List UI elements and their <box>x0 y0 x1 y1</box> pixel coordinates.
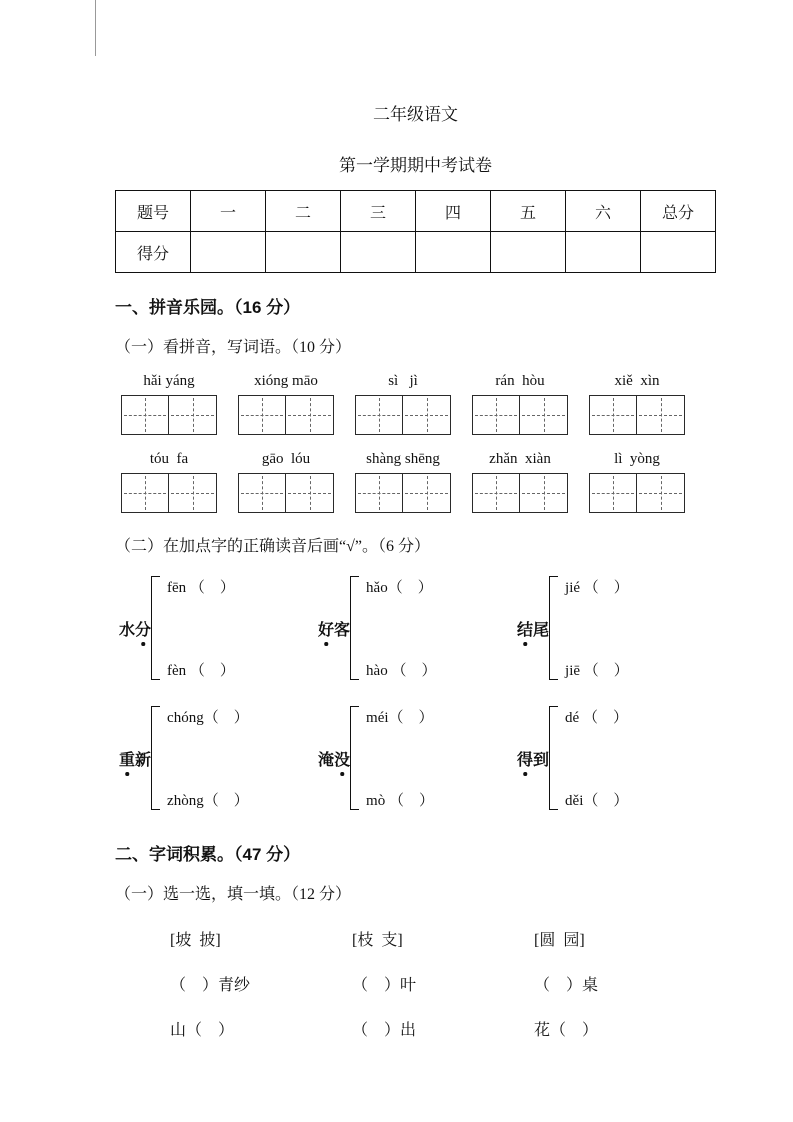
score-empty-cell <box>491 232 566 273</box>
writing-grid-cell <box>403 395 451 435</box>
writing-grid-cell <box>355 473 403 513</box>
pinyin-label: rán hòu <box>495 373 545 389</box>
table-header-cell: 五 <box>491 191 566 232</box>
writing-grid-cell <box>472 395 520 435</box>
choose-fill-block <box>115 918 716 1053</box>
target-word <box>318 747 350 770</box>
table-header-cell: 二 <box>266 191 341 232</box>
table-header-cell: 六 <box>566 191 641 232</box>
word-char-after: 到 <box>533 751 550 769</box>
pronunciation-options <box>558 706 628 810</box>
pronunciation-option: zhòng（ ） <box>167 793 249 809</box>
writing-grid-cell <box>121 473 169 513</box>
score-label-cell: 得分 <box>116 232 191 273</box>
writing-grid <box>589 395 685 435</box>
pinyin-word-slot <box>472 451 568 513</box>
writing-grid-cell <box>589 473 637 513</box>
score-table-header-row <box>116 191 716 232</box>
word-char-dotted: 得 <box>517 751 534 769</box>
pinyin-label: xiě xìn <box>614 373 660 389</box>
pronunciation-group <box>318 706 517 810</box>
fill-blank-line: 花（ ） <box>534 1022 599 1039</box>
score-empty-cell <box>191 232 266 273</box>
score-empty-cell <box>341 232 416 273</box>
bracket-shape <box>151 706 160 810</box>
target-word <box>119 617 151 640</box>
choice-pair: [坡 披] <box>170 932 221 949</box>
target-word <box>517 617 549 640</box>
pinyin-row-1 <box>115 373 716 435</box>
writing-grid-cell <box>355 395 403 435</box>
writing-grid-cell <box>286 395 334 435</box>
score-empty-cell <box>641 232 716 273</box>
score-table-score-row <box>116 232 716 273</box>
exam-content <box>115 0 716 1053</box>
table-header-cell: 题号 <box>116 191 191 232</box>
pronunciation-option: fèn （ ） <box>167 663 235 679</box>
writing-grid <box>121 473 217 513</box>
writing-grid-cell <box>637 473 685 513</box>
bracket-shape <box>549 576 558 680</box>
pinyin-word-slot <box>121 373 217 435</box>
word-choice-column <box>534 918 716 1053</box>
writing-grid <box>238 473 334 513</box>
pronunciation-group <box>517 576 716 680</box>
pronunciation-options <box>558 576 629 680</box>
writing-grid-cell <box>589 395 637 435</box>
pinyin-word-slot <box>472 373 568 435</box>
pronunciation-row-2 <box>115 706 716 810</box>
target-word <box>318 617 350 640</box>
pronunciation-option: jié （ ） <box>565 580 629 596</box>
writing-grid-cell <box>121 395 169 435</box>
section2-part1-heading: （一）选一选，填一填。（12 分） <box>115 886 352 903</box>
target-word <box>517 747 549 770</box>
pinyin-word-slot <box>238 373 334 435</box>
pinyin-row-2 <box>115 451 716 513</box>
pinyin-label: lì yòng <box>614 451 660 467</box>
pinyin-label: xióng māo <box>254 373 318 389</box>
score-table <box>115 190 716 273</box>
pronunciation-option: děi（ ） <box>565 793 629 809</box>
word-char-after: 尾 <box>533 621 550 639</box>
word-choice-column <box>170 918 352 1053</box>
pinyin-label: gāo lóu <box>261 451 311 467</box>
pronunciation-option: hào （ ） <box>366 663 437 679</box>
score-empty-cell <box>266 232 341 273</box>
pronunciation-options <box>160 706 249 810</box>
writing-grid <box>355 473 451 513</box>
pinyin-word-slot <box>589 373 685 435</box>
pronunciation-option: chóng（ ） <box>167 710 249 726</box>
word-char-dotted: 重 <box>119 751 136 769</box>
bracket-shape <box>549 706 558 810</box>
writing-grid-cell <box>520 395 568 435</box>
fill-blank-line: （ ）出 <box>352 1022 417 1039</box>
score-empty-cell <box>416 232 491 273</box>
writing-grid-cell <box>169 473 217 513</box>
choice-pair: [枝 支] <box>352 932 403 949</box>
pinyin-label: sì jì <box>388 373 418 389</box>
pronunciation-options <box>160 576 235 680</box>
score-empty-cell <box>566 232 641 273</box>
decorative-edge-line <box>95 0 96 56</box>
bracket-shape <box>350 576 359 680</box>
pinyin-word-slot <box>355 451 451 513</box>
writing-grid <box>355 395 451 435</box>
fill-blank-line: （ ）桌 <box>534 977 599 994</box>
writing-grid <box>121 395 217 435</box>
word-char-before: 水 <box>119 621 136 639</box>
writing-grid-cell <box>637 395 685 435</box>
writing-grid <box>472 473 568 513</box>
pronunciation-options <box>359 576 436 680</box>
pinyin-word-slot <box>355 373 451 435</box>
section1-heading: 一、拼音乐园。（16 分） <box>115 298 301 317</box>
table-header-cell: 三 <box>341 191 416 232</box>
pronunciation-group <box>517 706 716 810</box>
choice-pair: [圆 园] <box>534 932 585 949</box>
word-char-dotted: 分 <box>135 621 152 639</box>
pronunciation-option: jiē （ ） <box>565 663 629 679</box>
pinyin-word-slot <box>238 451 334 513</box>
writing-grid-cell <box>286 473 334 513</box>
fill-blank-line: 山（ ） <box>170 1022 235 1039</box>
fill-blank-line: （ ）青纱 <box>170 977 251 994</box>
writing-grid-cell <box>238 395 286 435</box>
writing-grid-cell <box>169 395 217 435</box>
pronunciation-option: fēn （ ） <box>167 580 235 596</box>
word-char-dotted: 结 <box>517 621 534 639</box>
pronunciation-options <box>359 706 434 810</box>
bracket-shape <box>151 576 160 680</box>
pronunciation-group <box>119 706 318 810</box>
pinyin-word-slot <box>589 451 685 513</box>
pinyin-word-slot <box>121 451 217 513</box>
writing-grid <box>472 395 568 435</box>
pinyin-label: tóu fa <box>149 451 189 467</box>
bracket-shape <box>350 706 359 810</box>
section2-heading: 二、字词积累。（47 分） <box>115 845 301 864</box>
writing-grid-cell <box>472 473 520 513</box>
page-title: 二年级语文 <box>373 105 458 124</box>
pronunciation-group <box>119 576 318 680</box>
pinyin-label: hǎi yáng <box>143 373 195 389</box>
section1-part2-heading: （二）在加点字的正确读音后画“√”。（6 分） <box>115 538 430 555</box>
pronunciation-option: dé （ ） <box>565 710 628 726</box>
page-subtitle: 第一学期期中考试卷 <box>339 156 492 175</box>
pinyin-label: zhǎn xiàn <box>489 451 551 467</box>
word-char-after: 新 <box>135 751 152 769</box>
word-char-dotted: 没 <box>334 751 351 769</box>
word-char-after: 客 <box>334 621 351 639</box>
writing-grid-cell <box>520 473 568 513</box>
writing-grid <box>238 395 334 435</box>
table-header-cell: 总分 <box>641 191 716 232</box>
section1-part1-heading: （一）看拼音，写词语。（10 分） <box>115 339 352 356</box>
fill-blank-line: （ ）叶 <box>352 977 417 994</box>
word-choice-column <box>352 918 534 1053</box>
target-word <box>119 747 151 770</box>
writing-grid <box>589 473 685 513</box>
word-char-before: 淹 <box>318 751 335 769</box>
table-header-cell: 一 <box>191 191 266 232</box>
pronunciation-option: mò （ ） <box>366 793 434 809</box>
pronunciation-group <box>318 576 517 680</box>
pronunciation-option: hǎo（ ） <box>366 580 433 596</box>
pronunciation-row-1 <box>115 576 716 680</box>
writing-grid-cell <box>403 473 451 513</box>
pinyin-label: shàng shēng <box>366 451 440 467</box>
writing-grid-cell <box>238 473 286 513</box>
pronunciation-option: méi（ ） <box>366 710 434 726</box>
word-char-dotted: 好 <box>318 621 335 639</box>
table-header-cell: 四 <box>416 191 491 232</box>
